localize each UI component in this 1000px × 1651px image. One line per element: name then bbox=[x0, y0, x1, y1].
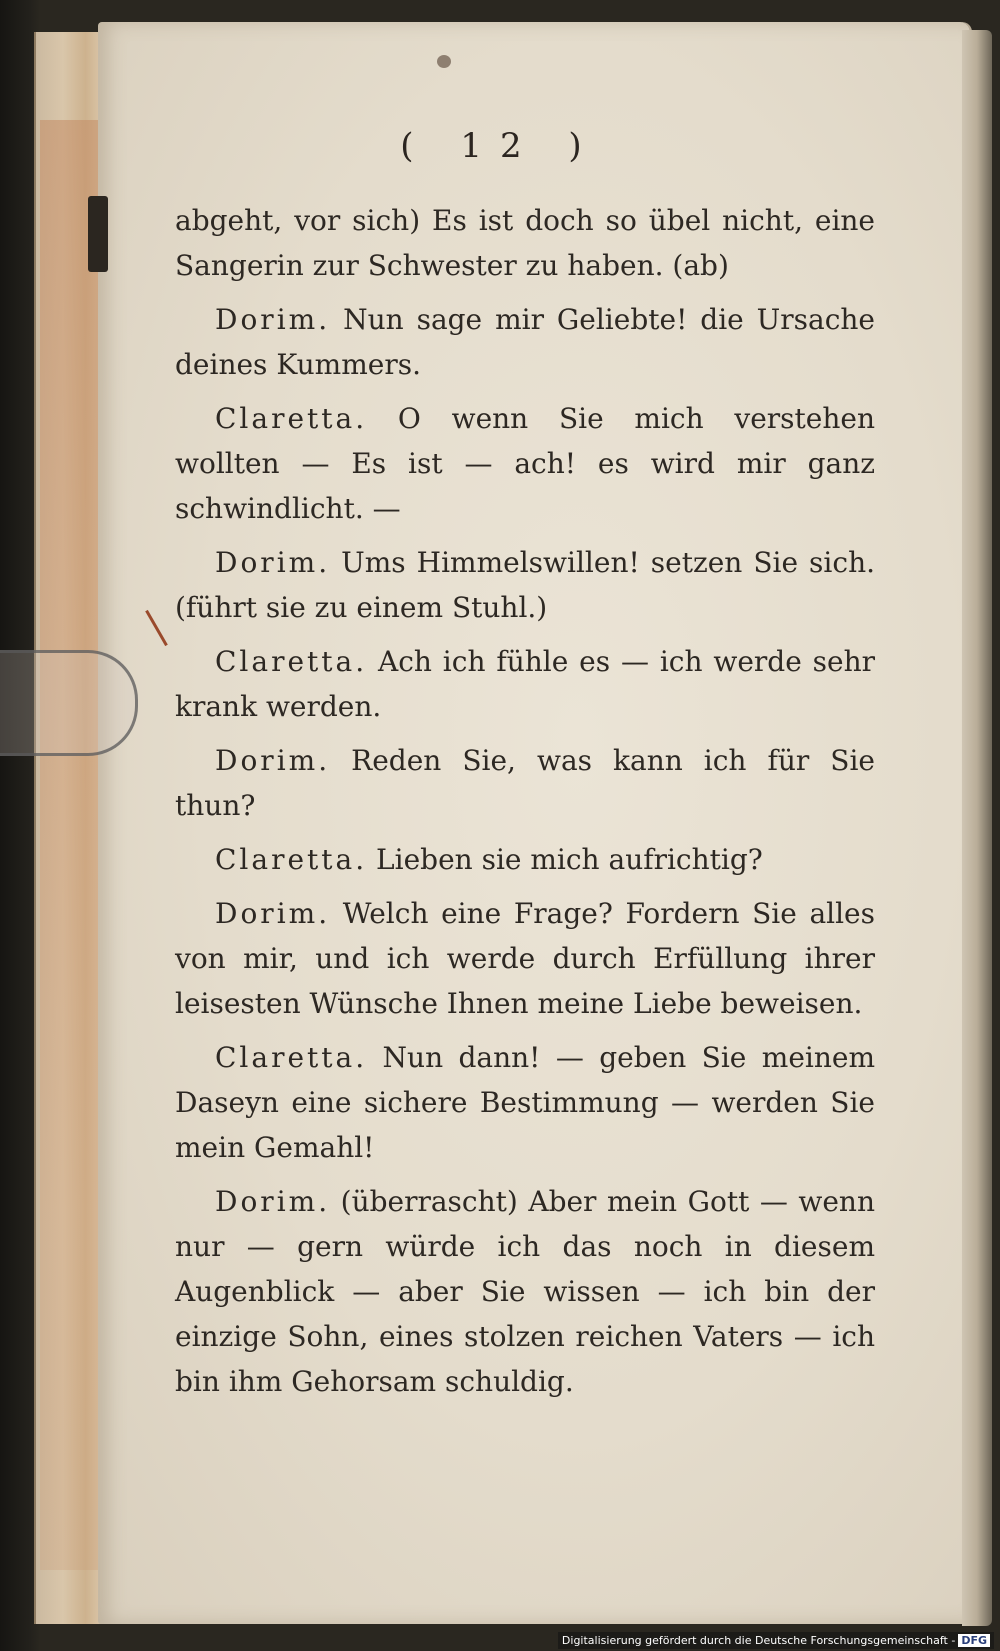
page-hole bbox=[437, 55, 451, 68]
paragraph-text: Ums Himmelswillen! setzen Sie sich. (führt sie zu einem Stuhl.) bbox=[175, 546, 875, 624]
paragraph-text: abgeht, vor sich) Es ist doch so übel nicht, eine Sangerin zur Schwester zu haben. (ab) bbox=[175, 204, 875, 282]
dfg-logo: DFG bbox=[958, 1634, 990, 1647]
paragraph-text: (überrascht) Aber mein Gott — wenn nur — gern würde ich das noch in diesem Augenblick — aber Sie wissen — ich bin der einzige Sohn, eines stolzen reichen Vaters — ich bin ihm Gehorsam schuldig. bbox=[175, 1185, 875, 1398]
paragraph bbox=[175, 738, 875, 828]
page-right-edge bbox=[962, 30, 992, 1626]
paragraph bbox=[175, 540, 875, 630]
speaker-name: Claretta. bbox=[215, 843, 368, 876]
paragraph bbox=[175, 198, 875, 288]
speaker-name: Claretta. bbox=[215, 1041, 368, 1074]
credit-text: Digitalisierung gefördert durch die Deutsche Forschungsgemeinschaft - bbox=[561, 1634, 956, 1647]
speaker-name: Dorim. bbox=[215, 897, 331, 930]
paragraph bbox=[175, 639, 875, 729]
paragraph bbox=[175, 396, 875, 531]
speaker-name: Claretta. bbox=[215, 402, 368, 435]
digitization-credit bbox=[558, 1632, 994, 1649]
spine-mark bbox=[88, 196, 108, 272]
paragraph-text: Nun dann! — geben Sie meinem Daseyn eine sichere Bestimmung — werden Sie mein Gemahl! bbox=[175, 1041, 875, 1164]
paragraph-text: Lieben sie mich aufrichtig? bbox=[376, 843, 763, 876]
paragraph-text: Ach ich fühle es — ich werde sehr krank werden. bbox=[175, 645, 875, 723]
paragraph-text: Welch eine Frage? Fordern Sie alles von mir, und ich werde durch Erfüllung ihrer leisesten Wünsche Ihnen meine Liebe beweisen. bbox=[175, 897, 875, 1020]
speaker-name: Dorim. bbox=[215, 744, 331, 777]
bookmark-clip bbox=[0, 650, 138, 756]
paragraph-text: Nun sage mir Geliebte! die Ursache deines Kummers. bbox=[175, 303, 875, 381]
paragraph-text: Reden Sie, was kann ich für Sie thun? bbox=[175, 744, 875, 822]
paragraph-text: O wenn Sie mich verstehen wollten — Es ist — ach! es wird mir ganz schwindlicht. — bbox=[175, 402, 875, 525]
speaker-name: Dorim. bbox=[215, 303, 331, 336]
speaker-name: Claretta. bbox=[215, 645, 368, 678]
paragraph bbox=[175, 1035, 875, 1170]
speaker-name: Dorim. bbox=[215, 1185, 331, 1218]
paragraph bbox=[175, 297, 875, 387]
page-number: ( 12 ) bbox=[400, 126, 600, 166]
paragraph bbox=[175, 891, 875, 1026]
page-text bbox=[175, 198, 875, 1413]
speaker-name: Dorim. bbox=[215, 546, 331, 579]
paragraph bbox=[175, 837, 875, 882]
paragraph bbox=[175, 1179, 875, 1404]
